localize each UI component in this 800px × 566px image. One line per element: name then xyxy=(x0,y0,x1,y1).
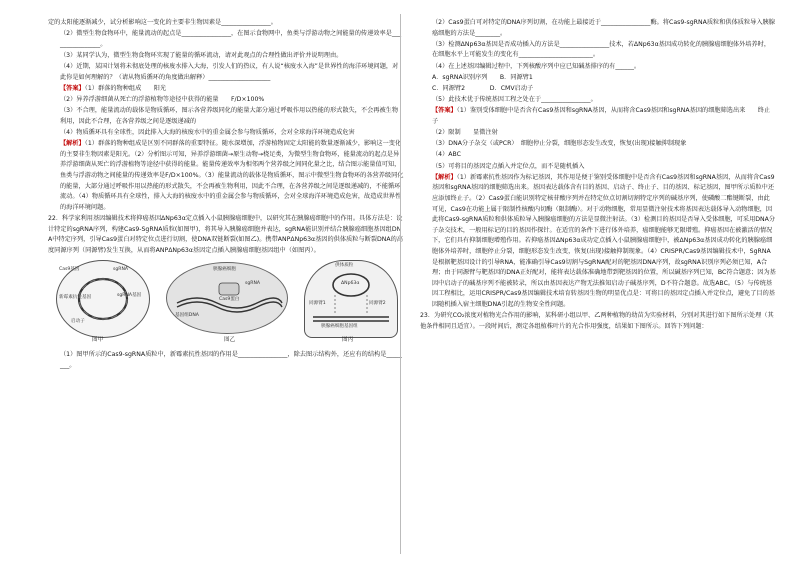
answer-paragraph xyxy=(48,139,404,213)
paragraph-text: 23．为研究CO₂浓度对植物光合作用的影响，某科研小组以甲、乙两种植物的幼苗为实验材料，分别对其进行如下图所示处理（其他条件相同且适宜）。一段时间后，测定各组植株叶片的光合作用强度，结果如下图所示。回答下列问题： xyxy=(420,312,774,330)
answer-tag: 【答案】 xyxy=(60,84,85,92)
right-column xyxy=(420,18,776,333)
figure-c-caption: 图丙 xyxy=(342,336,354,343)
fig-b-label-4: Cas9蛋白 xyxy=(219,297,240,303)
fig-b-label-3: sgRNA xyxy=(245,281,261,287)
paragraph-text: （4）近期，某国计划将未彻底处理的核废水排入大海，引发人们的热议，有人说“核废水入海”是世界性的海洋环境问题，对此你是如何理解的？（请从物质循环的角度做出解释）____________________ xyxy=(60,63,399,81)
text-paragraph xyxy=(48,106,404,127)
figure-panel-c xyxy=(304,260,398,338)
left-column xyxy=(48,18,404,372)
text-paragraph xyxy=(420,128,776,139)
fig-c-label-5: 胰腺癌细胞基因组 xyxy=(321,324,358,330)
text-paragraph xyxy=(48,62,404,83)
paragraph-text: A．sgRNA识别序列 B．同源臂1 xyxy=(432,73,533,81)
paragraph-text: （2）Cas9蛋白可对特定的DNA序列切割，在功能上最接近于________________酶。将Cas9-sgRNA质粒和供体质粒导入胰腺癌细胞的方法是________。 xyxy=(432,19,775,37)
paragraph-text: （4）在上述基因编辑过程中，下列核酸序列中应已知碱基排序的有______。 xyxy=(432,62,641,70)
text-paragraph xyxy=(420,62,776,73)
paragraph-text: （2）微型生物食物环中，能量流动的起点是________________，在图示食物网中，鱼类与浮游动物之间能量的传递效率是________________。 xyxy=(60,30,402,48)
paragraph-text: C．同源臂2 D．CMV启动子 xyxy=(432,84,534,92)
paragraph-text: （3）不合理，能量流动的载体是物质循环，图示各营养级同化的能量大部分通过呼吸作用以热能的形式散失，不会再被生物利用，因此不合理，在各营养级之间是逐级递减的 xyxy=(60,107,399,125)
fig-a-label-2: sgRNA xyxy=(113,267,129,273)
answer-paragraph xyxy=(420,173,776,311)
paragraph-text: （1）新霉素抗性基因作为标记基因，其作用是便于鉴别受体细胞中是否含有Cas9基因和sgRNA基因，从而将含Cas9基因和sgRNA基因的细胞筛选出来。基因表达载体含有目的基因、启动子、终止子、目的基因、标记基因，图甲所示质粒中还应添加终止子。（2）Cas9蛋白能识别特定核苷酸序列并在特定位点切割切割特定序列的碱基序列，使磷酸二酯键断裂，由此可见，Cas9在功能上属于限制性核酸内切酶（限制酶）。对于动物细胞，常用显微注射技术将基因表达载体导入动物细胞，因此将Cas9-sgRNA质粒和供体质粒导入胰腺癌细胞的方法是显微注射法。（3）检测目的基因是否导入受体细胞，可采用DNA分子杂交技术，一般用标记的目的基因作探针。在适宜的条件下进行体外培养，癌细胞能够无限增殖。抑癌基因在被激活的情况下，它们具有抑制细胞增殖作用。若抑癌基因ΔNp63α成功定点插入小鼠胰腺癌细胞中，被ΔNp63α基因成功转化的胰腺癌细胞体外培养时，细胞停止分裂，细胞形态发生改变，恢复(出现)接触抑制现象。（4）CRISPR/Cas9基因编辑技术中，SgRNA是根据靶基因设计的引导RNA，能准确引导Cas9切割与SgRNA配对的靶基因DNA序列，故sgRNA识别序列必须已知，A合理；由于同源臂与靶基因的DNA正好配对，能将表达载体准确地带到靶基因的位置，所以碱基序列已知，BC符合题意；因为基因中启动子的碱基序列不能被转录，所以由基因表达产物无法推知启动子碱基序列，D不符合题意。故选ABC。（5）与传统基因工程相比，运用CRISPR/Cas9基因编辑技术培育转基因生物的明显优点是：可将目的基因定点插入并定位点，避免了目的基因随机插入宿主细胞DNA引起的生物安全性问题。 xyxy=(432,173,776,308)
paragraph-text: （5）此技术优于传统基因工程之处在于________________。 xyxy=(432,96,597,104)
paragraph-text: （3）DNA分子杂交（或PCR） 细胞停止分裂，细胞形态发生改变，恢复(出现)接触抑制现象 xyxy=(432,140,687,148)
answer-paragraph xyxy=(420,106,776,127)
paragraph-text: 22．科学家利用基因编辑技术将抑癌基因ΔNp63α定点插入小鼠胰腺癌细胞中，以研究其在胰腺癌细胞中的作用。具体方法是：设计特定的sgRNA序列，构建Cas9-SgRNA质粒(如图甲)，将其导入胰腺癌细胞并表达，sgRNA能识别并结合胰腺癌细胞基因组DNA中特定序列，引导Cas9蛋白对特定位点进行切割，使DNA双链断裂(如图乙)。携带ANPΔNp63α基因的供体质粒与断裂DNA的高度同源序列（同源臂)发生互换，从而将ANPΔNp63α基因定点插入胰腺癌细胞基因组中（如图丙）。 xyxy=(48,215,403,254)
text-paragraph xyxy=(48,95,404,106)
text-paragraph xyxy=(420,18,776,39)
text-paragraph xyxy=(48,350,404,371)
gene-editing-figure xyxy=(56,260,404,344)
figure-panel-b xyxy=(166,262,288,334)
text-paragraph xyxy=(48,214,404,256)
fig-a-label-4: 新霉素抗性基因 xyxy=(59,295,92,301)
answer-tag: 【解析】 xyxy=(432,173,457,181)
answer-paragraph xyxy=(48,84,404,95)
paragraph-text: （2）异养浮游细菌从死亡的浮游植物等途径中获得的能量 F/D×100% xyxy=(60,96,265,104)
text-paragraph xyxy=(420,150,776,161)
text-paragraph xyxy=(420,73,776,84)
text-paragraph xyxy=(420,139,776,150)
paragraph-text: （4）ABC xyxy=(432,151,462,159)
answer-tag: 【答案】 xyxy=(432,107,457,115)
text-paragraph xyxy=(420,95,776,106)
paragraph-text: （1）图甲所示的Cas9-sgRNA质粒中，新霉素抗性基因的作用是________________，除去图示结构外，还应有的结构是________。 xyxy=(60,351,402,369)
figure-panel-a xyxy=(56,260,150,338)
fig-c-label-4: ΔNp63α xyxy=(341,281,360,287)
paragraph-text: （1）鉴别受体细胞中是否含有Cas9基因和sgRNA基因，从而将含Cas9基因和sgRNA基因的细胞筛选出来 终止子 xyxy=(432,107,771,125)
paragraph-text: 定的太阳能逐渐减少，试分析影响这一变化的主要非生物因素是________________。 xyxy=(48,19,277,26)
fig-a-label-1: Cas9基因 xyxy=(59,267,80,273)
text-paragraph xyxy=(420,311,776,332)
paragraph-text: （1）群落的物种组成是区别不同群落的重要特征。随水深增加，浮游植物固定太阳能的数量逐渐减少，影响这一变化的主要非生物因素是阳光。（2）分析图示可知，异养浮游细菌→原生动物→桡足类，为微型生物食物环，能量流动的起点是异养浮游细菌从死亡的浮游植物等途径中获得的能量。能量传递效率为相邻两个营养级之间同化量之比，结合图示能量值可知，鱼类与浮游动物之间能量的传递效率是F/D×100%。（3）能量流动的载体是物质循环，图示中微型生物食物环的各营养级同化的能量，大部分通过呼吸作用以热能的形式散失，不会再被生物利用，因此不合理，在各营养级之间是逐级递减的，不能循环流动。（4）物质循环具有全球性，排入大海的核废水中的重金属会参与物质循环，会对全球海洋环境造成危害，故造成世界性的海洋环境问题。 xyxy=(60,140,404,211)
paragraph-text: （2）限制 显微注射 xyxy=(432,129,498,137)
text-paragraph xyxy=(48,128,404,139)
column-divider xyxy=(400,14,401,554)
text-paragraph xyxy=(48,18,404,29)
fig-a-label-3: sgRNA基因 xyxy=(117,293,142,299)
fig-a-label-5: 启动子 xyxy=(71,319,85,325)
text-paragraph xyxy=(48,29,404,50)
fig-b-label-2: 基因组DNA xyxy=(175,313,199,319)
text-paragraph xyxy=(420,162,776,173)
answer-tag: 【解析】 xyxy=(60,140,85,148)
fig-c-label-1: 供体质粒 xyxy=(335,263,354,269)
figure-a-caption: 图甲 xyxy=(92,336,104,343)
paragraph-text: （5）可将目的基因定点插入并定位点，而不是随机插入 xyxy=(432,162,585,170)
text-paragraph xyxy=(420,40,776,61)
fig-b-label-1: 胰腺癌细胞 xyxy=(213,267,236,273)
text-paragraph xyxy=(48,51,404,62)
fig-c-label-3: 同源臂2 xyxy=(369,301,386,307)
fig-c-label-2: 同源臂1 xyxy=(309,301,326,307)
paragraph-text: （3）某同学认为，微型生物食物环实现了能量的循环流动，请对此观点的合理性做出评价并说明理由。 xyxy=(60,51,343,59)
paragraph-text: （3）检测ΔNp63α基因是否成功插入的方法是________________技术，若ΔNp63α基因成功转化的胰腺癌细胞体外培养时，在细胞水平上可能发生的变化有________________________。 xyxy=(432,40,771,59)
figure-b-caption: 图乙 xyxy=(224,336,236,343)
paragraph-text: （1）群落的物种组成 阳光 xyxy=(84,84,167,92)
paragraph-text: （4）物质循环具有全球性，因此排入大海的核废水中的重金属会参与物质循环，会对全球海洋环境造成危害 xyxy=(60,129,355,137)
text-paragraph xyxy=(420,84,776,95)
